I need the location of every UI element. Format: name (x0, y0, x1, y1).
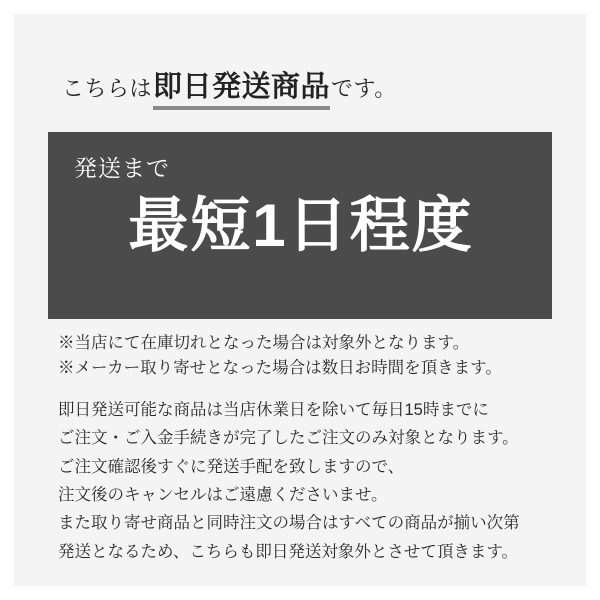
body-line: 発送となるため、こちらも即日発送対象外とさせて頂きます。 (58, 542, 519, 561)
headline-emphasis: 即日発送商品 (153, 64, 330, 110)
page-title (62, 64, 552, 110)
banner-content (14, 14, 586, 586)
body-line: ご注文確認後すぐに発送手配を致しますので、 (58, 457, 405, 476)
body-line: 即日発送可能な商品は当店休業日を除いて毎日15時までに (58, 400, 489, 419)
notes-list (58, 331, 552, 382)
headline-prefix: こちらは (62, 76, 153, 101)
body-line: ご注文・ご入金手続きが完了したご注文のみ対象となります。 (58, 429, 519, 448)
note-item: ※メーカー取り寄せとなった場合は数日お時間を頂きます。 (58, 359, 502, 378)
body-copy (58, 396, 552, 566)
note-item: ※当店にて在庫切れとなった場合は対象外となります。 (58, 333, 470, 352)
shipping-value: 最短1日程度 (128, 192, 474, 259)
shipping-highlight-box (48, 132, 552, 319)
body-line: また取り寄せ商品と同時注文の場合はすべての商品が揃い次第 (58, 514, 520, 533)
body-line: 注文後のキャンセルはご遠慮くださいませ。 (58, 485, 388, 504)
headline-suffix: です。 (331, 76, 397, 101)
shipping-label: 発送まで (74, 155, 170, 181)
